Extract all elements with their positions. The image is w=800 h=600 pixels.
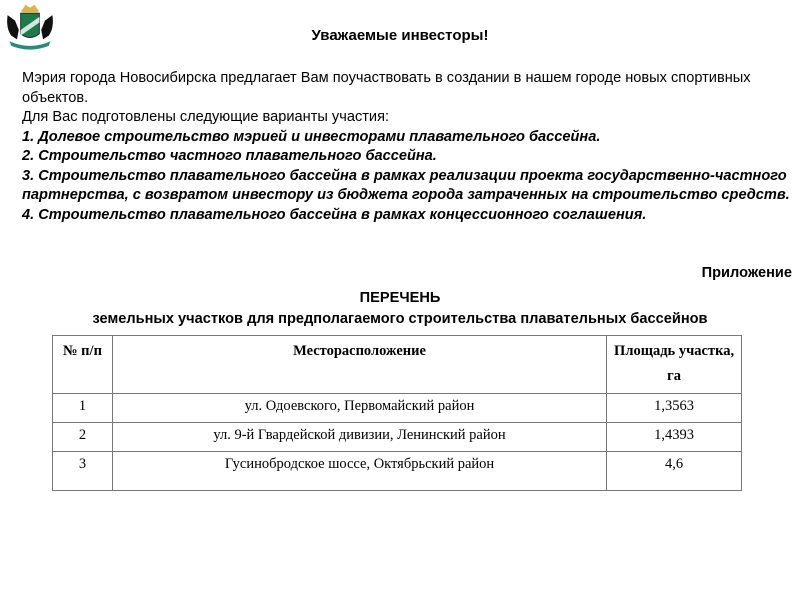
- table-row: [53, 394, 742, 423]
- intro-text: Мэрия города Новосибирска предлагает Вам поучаствовать в создании в нашем городе новых спортивных объектов.: [22, 70, 751, 106]
- header-number: № п/п: [53, 336, 113, 394]
- cell-location: ул. 9-й Гвардейской дивизии, Ленинский район: [112, 423, 606, 452]
- options-lead: Для Вас подготовлены следующие варианты участия:: [22, 109, 390, 125]
- appendix-label: Приложение: [701, 265, 792, 281]
- cell-location: ул. Одоевского, Первомайский район: [112, 394, 606, 423]
- table-row: [53, 423, 742, 452]
- document-body: [22, 69, 792, 225]
- option-1: 1. Долевое строительство мэрией и инвесторами плавательного бассейна.: [22, 128, 601, 145]
- list-subtitle: земельных участков для предполагаемого строительства плавательных бассейнов: [92, 311, 708, 327]
- table-row: [53, 452, 742, 491]
- header-location: Месторасположение: [112, 336, 606, 394]
- cell-area: 1,4393: [607, 423, 742, 452]
- table-header-row: [53, 336, 742, 394]
- land-plots-table: [52, 335, 742, 491]
- option-3: 3. Строительство плавательного бассейна в рамках реализации проекта государственно-частного партнерства, с возвратом инвестору из бюджета города затраченных на строительство средств.: [22, 167, 790, 203]
- list-heading: [0, 288, 800, 330]
- option-2: 2. Строительство частного плавательного бассейна.: [22, 148, 437, 164]
- cell-number: 1: [53, 394, 113, 423]
- cell-area: 1,3563: [607, 394, 742, 423]
- cell-number: 2: [53, 423, 113, 452]
- option-4: 4. Строительство плавательного бассейна в рамках концессионного соглашения.: [22, 206, 647, 223]
- cell-location: Гусинобродское шоссе, Октябрьский район: [112, 452, 606, 491]
- header-area: Площадь участка, га: [607, 336, 742, 394]
- page-title: Уважаемые инвесторы!: [311, 27, 489, 44]
- cell-number: 3: [53, 452, 113, 491]
- list-title: ПЕРЕЧЕНЬ: [359, 290, 441, 306]
- cell-area: 4,6: [607, 452, 742, 491]
